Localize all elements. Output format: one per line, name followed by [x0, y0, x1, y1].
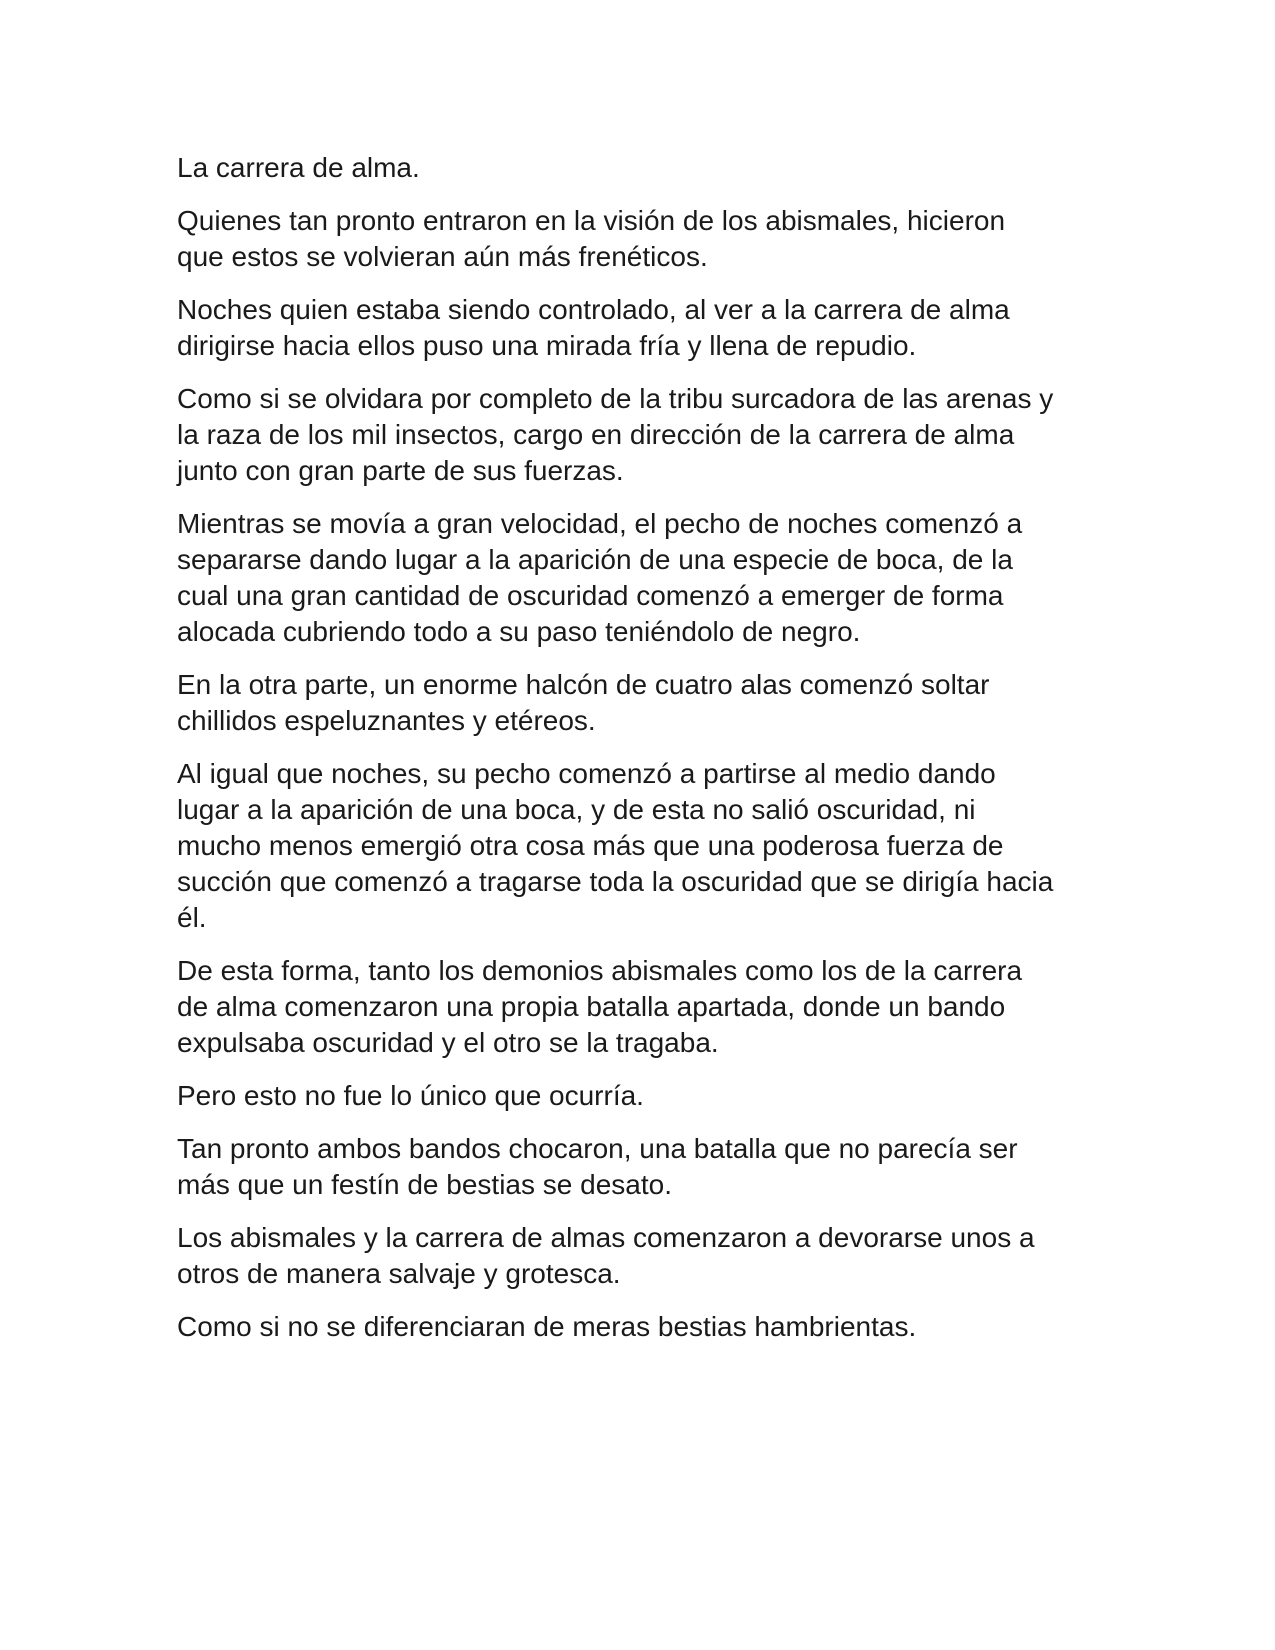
paragraph-3: Noches quien estaba siendo controlado, al ver a la carrera de alma dirigirse hacia ellos puso una mirada fría y llena de repudio.: [177, 294, 1010, 361]
paragraph-2: Quienes tan pronto entraron en la visión de los abismales, hicieron que estos se volvieran aún más frenéticos.: [177, 205, 1006, 272]
paragraph-8: De esta forma, tanto los demonios abismales como los de la carrera de alma comenzaron una propia batalla apartada, donde un bando expulsaba oscuridad y el otro se la tragaba.: [177, 955, 1023, 1058]
paragraph-5: Mientras se movía a gran velocidad, el pecho de noches comenzó a separarse dando lugar a la aparición de una especie de boca, de la cual una gran cantidad de oscuridad comenzó a emerger de forma alocada cubriendo todo a su paso teniéndolo de negro.: [177, 508, 1023, 647]
paragraph-9: Pero esto no fue lo único que ocurría.: [177, 1080, 644, 1111]
paragraph-6: En la otra parte, un enorme halcón de cuatro alas comenzó soltar chillidos espeluznantes y etéreos.: [177, 669, 990, 736]
document-body: [177, 150, 1097, 1362]
paragraph-11: Los abismales y la carrera de almas comenzaron a devorarse unos a otros de manera salvaje y grotesca.: [177, 1222, 1035, 1289]
paragraph-10: Tan pronto ambos bandos chocaron, una batalla que no parecía ser más que un festín de bestias se desato.: [177, 1133, 1018, 1200]
paragraph-12: Como si no se diferenciaran de meras bestias hambrientas.: [177, 1311, 917, 1342]
paragraph-4: Como si se olvidara por completo de la tribu surcadora de las arenas y la raza de los mil insectos, cargo en dirección de la carrera de alma junto con gran parte de sus fuerzas.: [177, 383, 1054, 486]
paragraph-1: La carrera de alma.: [177, 152, 420, 183]
paragraph-7: Al igual que noches, su pecho comenzó a partirse al medio dando lugar a la aparición de una boca, y de esta no salió oscuridad, ni mucho menos emergió otra cosa más que una poderosa fuerza de succión que comenzó a tragarse toda la oscuridad que se dirigía hacia él.: [177, 758, 1054, 933]
